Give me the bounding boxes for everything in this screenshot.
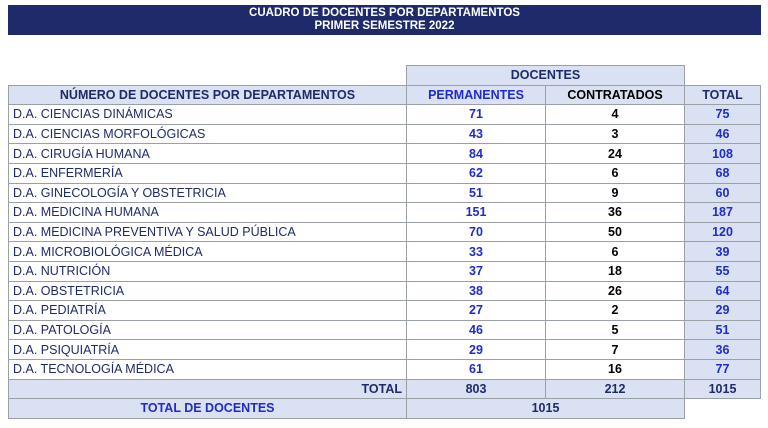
totals-total: 1015 (685, 379, 761, 399)
grand-total-value: 1015 (407, 399, 685, 419)
department-cell: D.A. CIRUGÍA HUMANA (9, 144, 407, 164)
contratados-cell: 4 (546, 105, 685, 125)
department-cell: D.A. MEDICINA PREVENTIVA Y SALUD PÚBLICA (9, 222, 407, 242)
contratados-cell: 9 (546, 183, 685, 203)
permanentes-cell: 61 (407, 359, 546, 379)
contratados-cell: 50 (546, 222, 685, 242)
totals-label: TOTAL (9, 379, 407, 399)
contratados-cell: 7 (546, 340, 685, 360)
department-cell: D.A. CIENCIAS DINÁMICAS (9, 105, 407, 125)
permanentes-cell: 38 (407, 281, 546, 301)
blank-cell (685, 66, 761, 86)
permanentes-cell: 37 (407, 261, 546, 281)
table-row (9, 222, 761, 242)
blank-cell (685, 399, 761, 419)
permanentes-cell: 29 (407, 340, 546, 360)
department-cell: D.A. MICROBIOLÓGICA MÉDICA (9, 242, 407, 262)
report-title (8, 5, 761, 35)
contratados-cell: 6 (546, 242, 685, 262)
department-cell: D.A. PSIQUIATRÍA (9, 340, 407, 360)
permanentes-cell: 62 (407, 163, 546, 183)
total-cell: 29 (685, 301, 761, 321)
department-cell: D.A. GINECOLOGÍA Y OBSTETRICIA (9, 183, 407, 203)
totals-permanentes: 803 (407, 379, 546, 399)
permanentes-cell: 84 (407, 144, 546, 164)
department-cell: D.A. MEDICINA HUMANA (9, 203, 407, 223)
department-cell: D.A. CIENCIAS MORFOLÓGICAS (9, 124, 407, 144)
report-title-line1: CUADRO DE DOCENTES POR DEPARTAMENTOS (249, 6, 520, 19)
table-row (9, 144, 761, 164)
group-header-row (9, 66, 761, 86)
total-cell: 187 (685, 203, 761, 223)
department-cell: D.A. PATOLOGÍA (9, 320, 407, 340)
header-permanentes: PERMANENTES (407, 85, 546, 105)
table-row (9, 163, 761, 183)
report-title-line2: PRIMER SEMESTRE 2022 (314, 20, 455, 32)
contratados-cell: 18 (546, 261, 685, 281)
permanentes-cell: 51 (407, 183, 546, 203)
permanentes-cell: 27 (407, 301, 546, 321)
total-cell: 68 (685, 163, 761, 183)
table-row (9, 261, 761, 281)
permanentes-cell: 70 (407, 222, 546, 242)
header-department: NÚMERO DE DOCENTES POR DEPARTAMENTOS (9, 85, 407, 105)
column-header-row (9, 85, 761, 105)
department-cell: D.A. NUTRICIÓN (9, 261, 407, 281)
total-cell: 75 (685, 105, 761, 125)
contratados-cell: 36 (546, 203, 685, 223)
teachers-table (8, 65, 761, 419)
docentes-group-header: DOCENTES (407, 66, 685, 86)
table-row (9, 340, 761, 360)
permanentes-cell: 151 (407, 203, 546, 223)
totals-row (9, 379, 761, 399)
table-row (9, 105, 761, 125)
header-contratados: CONTRATADOS (546, 85, 685, 105)
contratados-cell: 6 (546, 163, 685, 183)
total-cell: 46 (685, 124, 761, 144)
table-row (9, 242, 761, 262)
table-row (9, 281, 761, 301)
table-row (9, 301, 761, 321)
contratados-cell: 16 (546, 359, 685, 379)
header-total: TOTAL (685, 85, 761, 105)
department-cell: D.A. OBSTETRICIA (9, 281, 407, 301)
total-cell: 39 (685, 242, 761, 262)
table-row (9, 183, 761, 203)
total-cell: 55 (685, 261, 761, 281)
blank-cell (9, 66, 407, 86)
contratados-cell: 24 (546, 144, 685, 164)
table-row (9, 124, 761, 144)
totals-contratados: 212 (546, 379, 685, 399)
total-cell: 77 (685, 359, 761, 379)
permanentes-cell: 46 (407, 320, 546, 340)
contratados-cell: 5 (546, 320, 685, 340)
table-row (9, 320, 761, 340)
department-cell: D.A. PEDIATRÍA (9, 301, 407, 321)
total-cell: 60 (685, 183, 761, 203)
grand-total-row (9, 399, 761, 419)
contratados-cell: 26 (546, 281, 685, 301)
department-cell: D.A. TECNOLOGÍA MÉDICA (9, 359, 407, 379)
grand-total-label: TOTAL DE DOCENTES (9, 399, 407, 419)
permanentes-cell: 43 (407, 124, 546, 144)
department-cell: D.A. ENFERMERÍA (9, 163, 407, 183)
contratados-cell: 2 (546, 301, 685, 321)
total-cell: 108 (685, 144, 761, 164)
total-cell: 36 (685, 340, 761, 360)
permanentes-cell: 71 (407, 105, 546, 125)
table-row (9, 359, 761, 379)
permanentes-cell: 33 (407, 242, 546, 262)
total-cell: 120 (685, 222, 761, 242)
table-row (9, 203, 761, 223)
contratados-cell: 3 (546, 124, 685, 144)
total-cell: 64 (685, 281, 761, 301)
total-cell: 51 (685, 320, 761, 340)
